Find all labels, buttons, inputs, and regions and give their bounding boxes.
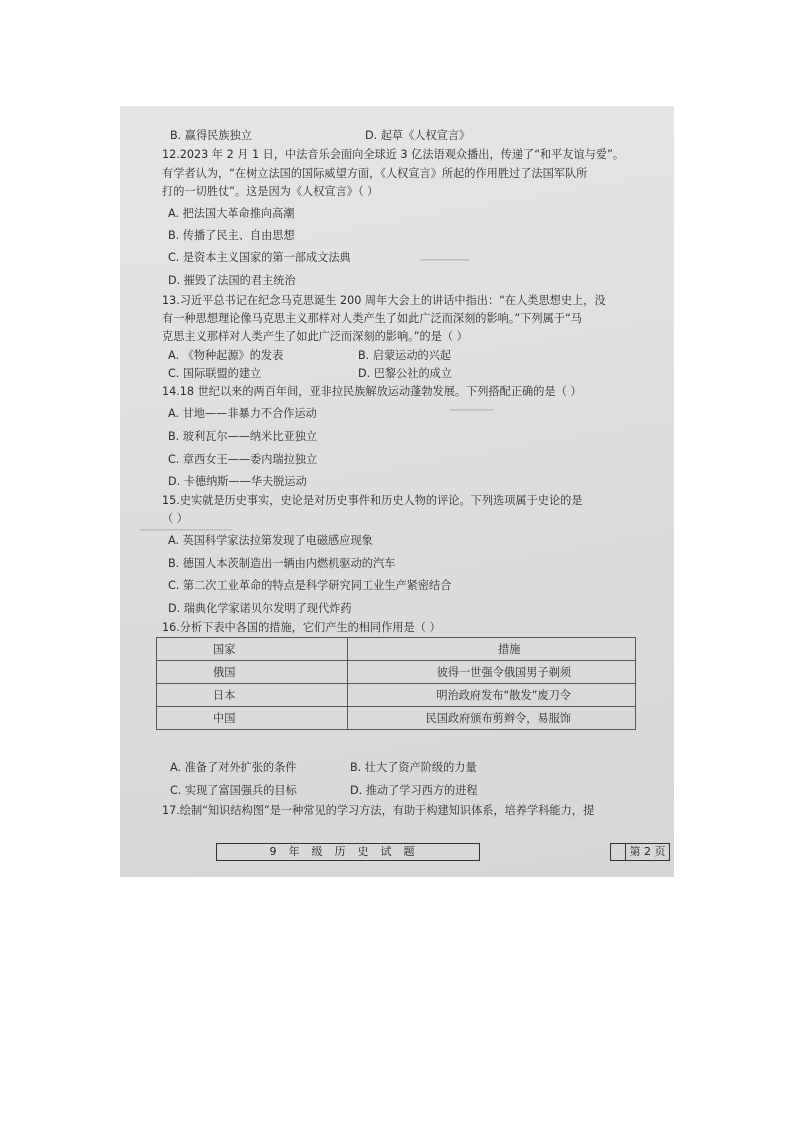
q13-option-a: A. 《物种起源》的发表 xyxy=(168,349,284,362)
q15-option-a: A. 英国科学家法拉第发现了电磁感应现象 xyxy=(168,534,373,547)
page-number: 第 2 页 xyxy=(629,845,666,858)
q16-measures-table xyxy=(156,637,636,730)
q14-option-b: B. 玻利瓦尔——纳米比亚独立 xyxy=(168,430,318,443)
q16-option-a: A. 准备了对外扩张的条件 xyxy=(170,761,297,774)
q13-stem-line1: 13.习近平总书记在纪念马克思诞生 200 周年大会上的讲话中指出：“在人类思想史上，没 xyxy=(162,294,606,307)
q13-option-b: B. 启蒙运动的兴起 xyxy=(358,349,452,362)
q16-stem: 16.分析下表中各国的措施，它们产生的相同作用是（ ） xyxy=(162,621,441,634)
page-number-box xyxy=(610,843,670,861)
table-header-cell: 措施 xyxy=(348,638,636,661)
q15-option-d: D. 瑞典化学家诺贝尔发明了现代炸药 xyxy=(168,602,352,615)
q14-option-d: D. 卡德纳斯——华夫脱运动 xyxy=(168,475,307,488)
q12-option-b: B. 传播了民主、自由思想 xyxy=(168,229,295,242)
table-cell-country: 俄国 xyxy=(157,661,348,684)
table-cell-country: 日本 xyxy=(157,684,348,707)
q12-option-c: C. 是资本主义国家的第一部成文法典 xyxy=(168,251,351,264)
q12-stem-line3: 打的一切胜仗”。这是因为《人权宣言》（ ） xyxy=(162,185,379,198)
table-cell-measure: 民国政府颁布剪辫令，易服饰 xyxy=(348,707,636,730)
exam-page-scan xyxy=(120,106,674,877)
table-row xyxy=(157,684,636,707)
q16-option-d: D. 推动了学习西方的进程 xyxy=(350,784,478,797)
q13-option-c: C. 国际联盟的建立 xyxy=(168,367,262,380)
q16-option-b: B. 壮大了资产阶级的力量 xyxy=(350,761,477,774)
q14-option-a: A. 甘地——非暴力不合作运动 xyxy=(168,407,317,420)
bleed-through-mark: ━━━━━━━━━━━━━━━━━ xyxy=(140,526,233,536)
q15-stem-line2: （ ） xyxy=(162,512,188,525)
q15-option-b: B. 德国人本茨制造出一辆由内燃机驱动的汽车 xyxy=(168,557,396,570)
q12-option-d: D. 摧毁了法国的君主统治 xyxy=(168,274,296,287)
table-cell-measure: 彼得一世强令俄国男子剃须 xyxy=(348,661,636,684)
table-header-row xyxy=(157,638,636,661)
page-box-divider xyxy=(615,844,626,860)
table-header-cell: 国家 xyxy=(157,638,348,661)
q13-stem-line2: 有一种思想理论像马克思主义那样对人类产生了如此广泛而深刻的影响。”下列属于“马 xyxy=(162,312,582,325)
q13-option-d: D. 巴黎公社的成立 xyxy=(358,367,453,380)
q11-option-b: B. 赢得民族独立 xyxy=(170,129,252,142)
table-row xyxy=(157,707,636,730)
bleed-through-mark: ━━━━━━━━━ xyxy=(420,256,469,266)
q15-option-c: C. 第二次工业革命的特点是科学研究同工业生产紧密结合 xyxy=(168,579,452,592)
table-cell-measure: 明治政府发布“散发”废刀令 xyxy=(348,684,636,707)
bleed-through-mark: ━━━━━━━━ xyxy=(450,406,494,416)
q12-option-a: A. 把法国大革命推向高潮 xyxy=(168,207,295,220)
q17-stem-line1: 17.绘制“知识结构图”是一种常见的学习方法，有助于构建知识体系，培养学科能力，提 xyxy=(162,804,595,817)
q16-option-c: C. 实现了富国强兵的目标 xyxy=(170,784,297,797)
table-cell-country: 中国 xyxy=(157,707,348,730)
exam-footer-title: 9年级历史试题 xyxy=(216,843,480,861)
q12-stem-line2: 有学者认为，“在树立法国的国际威望方面，《人权宣言》所起的作用胜过了法国军队所 xyxy=(162,167,588,180)
q14-stem: 14.18 世纪以来的两百年间，亚非拉民族解放运动蓬勃发展。下列搭配正确的是（ ） xyxy=(162,385,582,398)
q14-option-c: C. 章西女王——委内瑞拉独立 xyxy=(168,453,318,466)
q15-stem-line1: 15.史实就是历史事实，史论是对历史事件和历史人物的评论。下列选项属于史论的是 xyxy=(162,494,583,507)
q11-option-d: D. 起草《人权宣言》 xyxy=(365,129,471,142)
q12-stem-line1: 12.2023 年 2 月 1 日，中法音乐会面向全球近 3 亿法语观众播出，传递了“和平友谊与爱”。 xyxy=(162,148,625,161)
table-row xyxy=(157,661,636,684)
q13-stem-line3: 克思主义那样对人类产生了如此广泛而深刻的影响。”的是（ ） xyxy=(162,330,468,343)
